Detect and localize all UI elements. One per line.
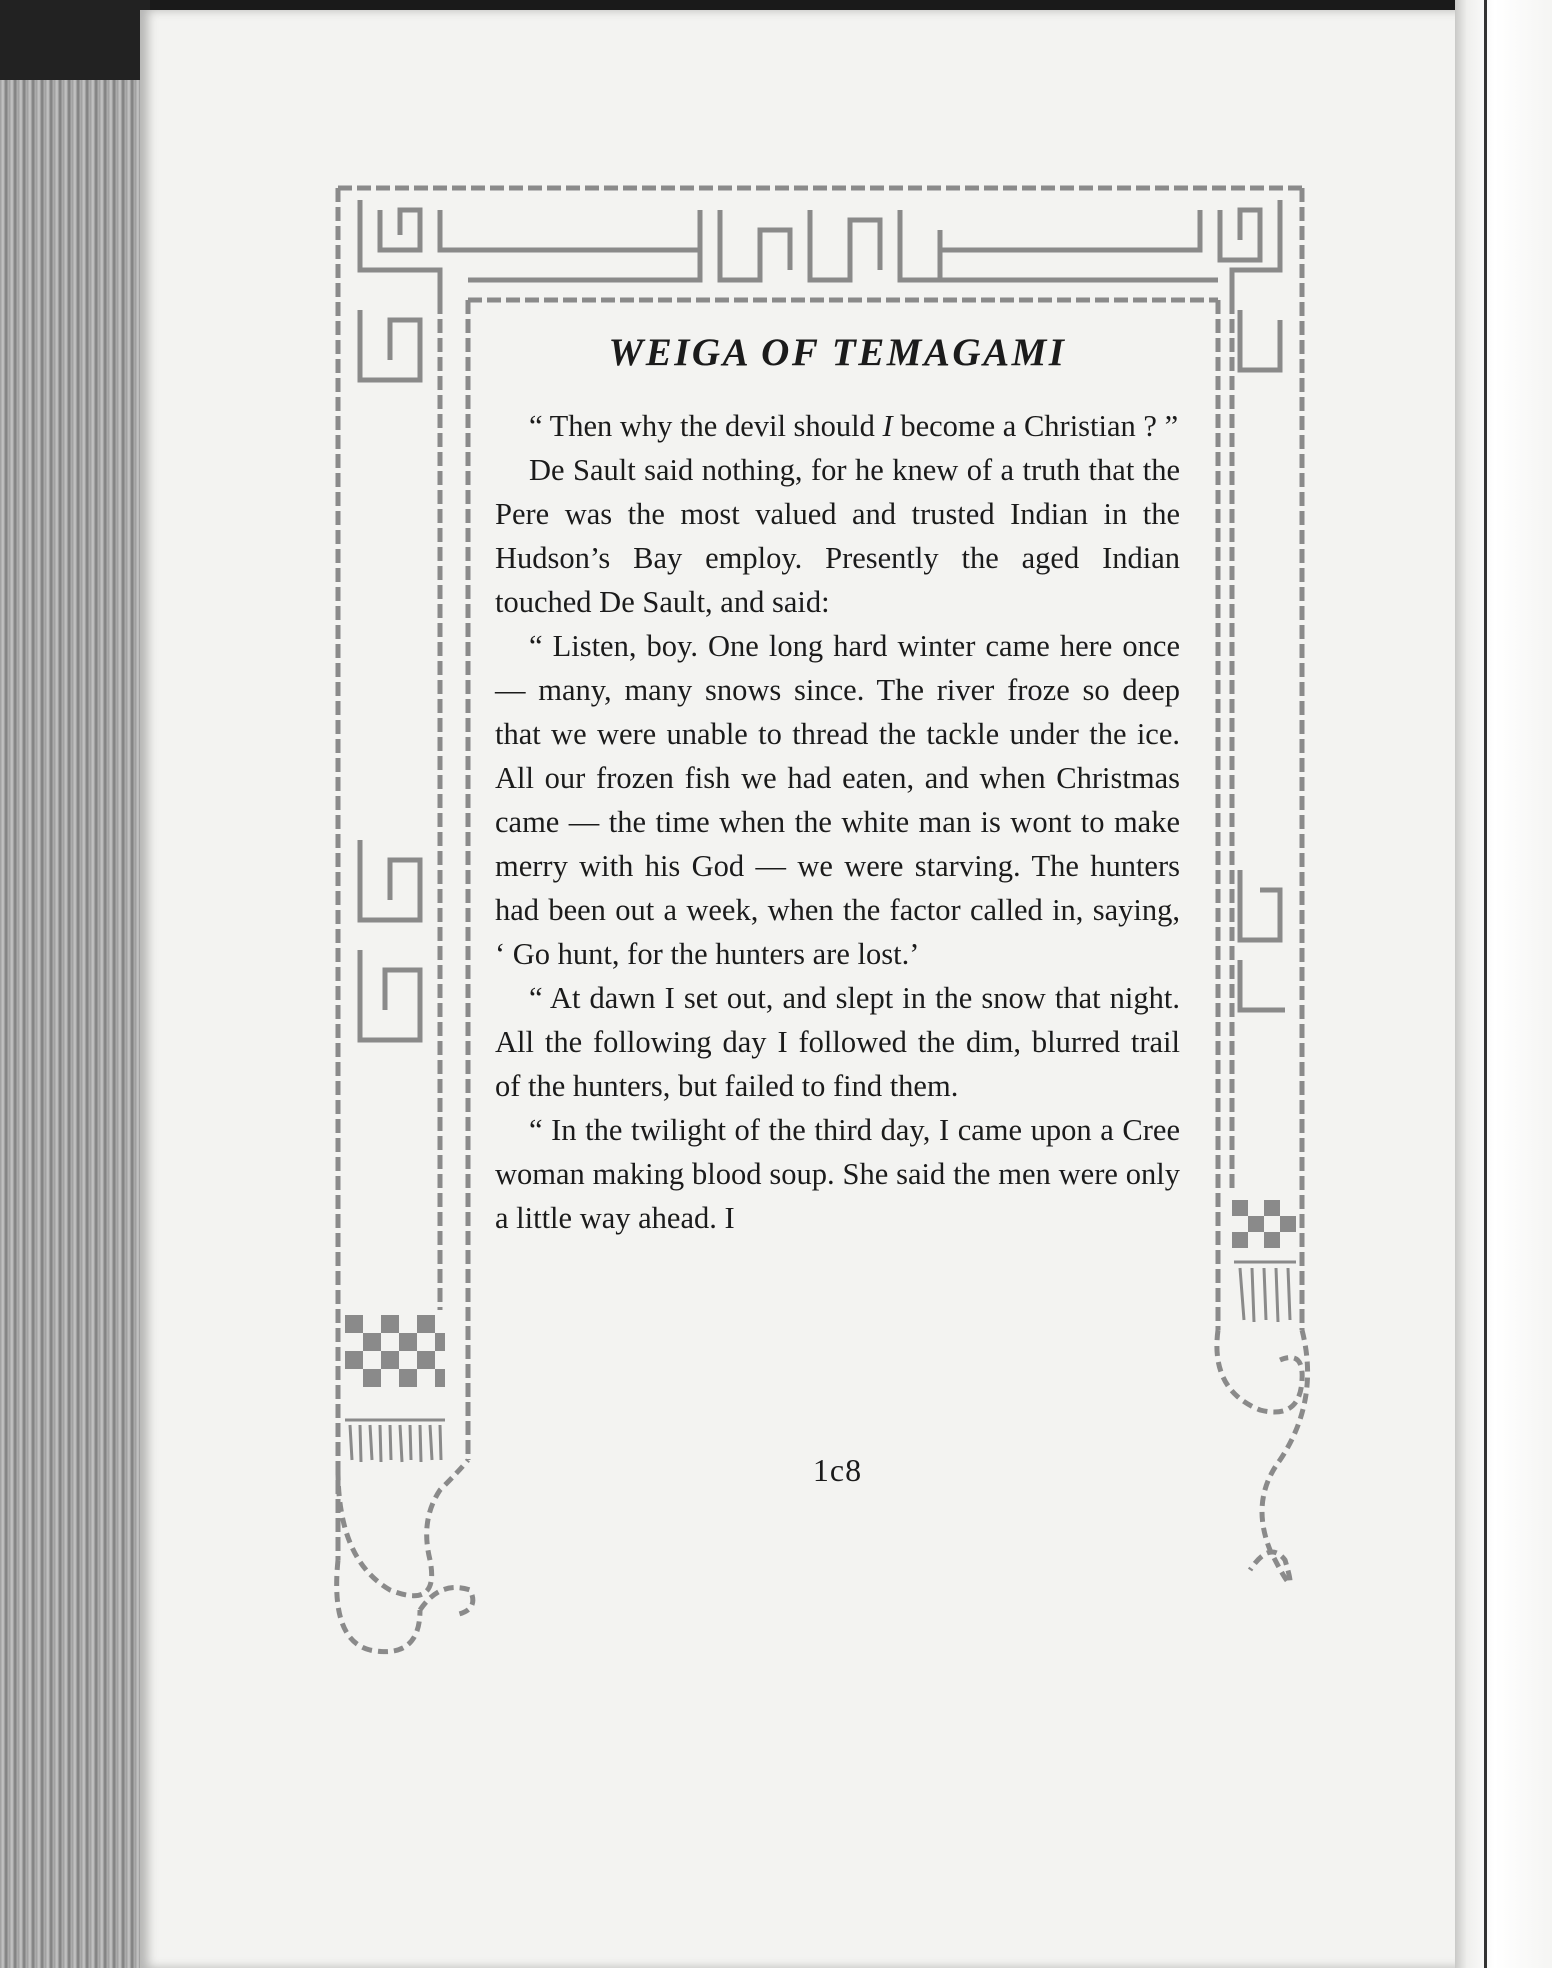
body-text	[495, 320, 1180, 1240]
paragraph-5: “ In the twilight of the third day, I came upon a Cree woman making blood soup. She said the men were only a little way ahead. I	[495, 1113, 1180, 1235]
paragraph-2: De Sault said nothing, for he knew of a truth that the Pere was the most valued and trusted Indian in the Hudson’s Bay employ. Presently the aged Indian touched De Sault, and said:	[495, 453, 1180, 619]
paragraph-1-part-a: “ Then why the devil should	[529, 409, 883, 443]
paragraph-3: “ Listen, boy. One long hard winter came here once — many, many snows since. The river froze so deep that we were unable to thread the tackle under the ice. All our frozen fish we had eaten, and when Christmas came — the time when the white man is wont to make merry with his God — we were starving. The hunters had been out a week, when the factor called in, saying, ‘ Go hunt, for the hunters are lost.’	[495, 629, 1180, 971]
checker-right	[1232, 1200, 1296, 1248]
paragraph-1-part-b: become a Christian ? ”	[892, 409, 1179, 443]
fringe-left	[345, 1420, 445, 1462]
fringe-right	[1234, 1262, 1296, 1322]
checker-left	[345, 1315, 445, 1387]
running-head: WEIGA OF TEMAGAMI	[608, 331, 1067, 374]
flourish-right	[1217, 1330, 1308, 1583]
paragraph-1	[495, 404, 1180, 448]
flourish-left	[337, 1460, 473, 1652]
paragraph-1-emphasis: I	[882, 409, 893, 443]
page-number: 1c8	[812, 1452, 863, 1488]
key-pattern-top	[360, 200, 1280, 300]
paragraph-4: “ At dawn I set out, and slept in the snow that night. All the following day I followed the dim, blurred trail of the hunters, but failed to find them.	[495, 981, 1180, 1103]
